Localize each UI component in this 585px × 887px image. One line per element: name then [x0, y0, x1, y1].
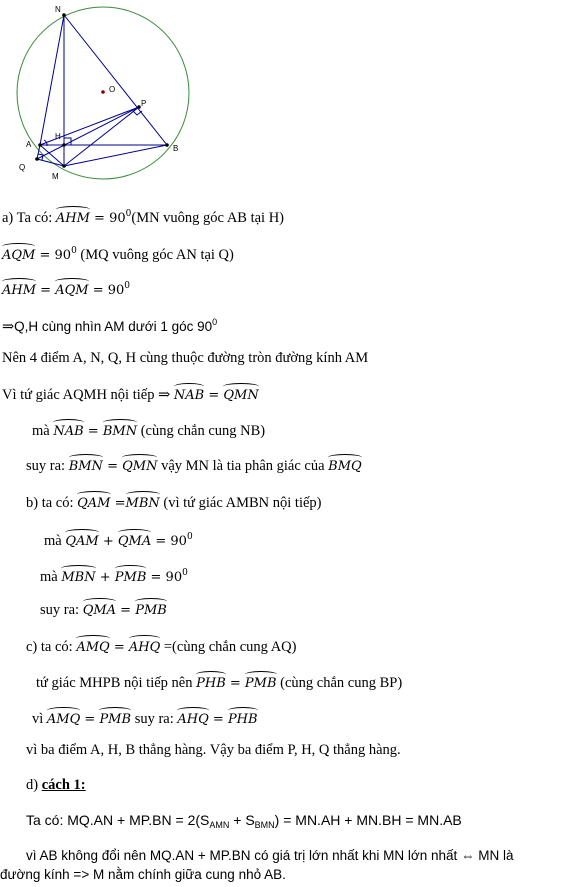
point-h — [62, 143, 66, 147]
part-a-line-2: AQM = $90^0$ (MQ vuông góc AN tại Q) — [2, 246, 234, 263]
segment-qa — [37, 145, 40, 159]
part-b-line-1: b) ta có: QAM =MBN (vì tứ giác AMBN nội tiếp) — [26, 492, 321, 513]
part-c-line-2: tứ giác MHPB nội tiếp nên PHB = PMB (cùng chắn cung BP) — [36, 672, 402, 693]
part-c-line-1: c) ta có: AMQ = AHQ =(cùng chắn cung AQ) — [26, 636, 296, 657]
point-m — [62, 164, 66, 168]
part-a-line-4: ⇒Q,H cùng nhìn AM dưới 1 góc $90^0$ — [2, 317, 218, 335]
segment-mp — [64, 107, 139, 166]
right-angle-p — [133, 111, 142, 115]
point-q — [35, 157, 39, 161]
part-a-line-3: AHM = AQM = $90^0$ — [2, 281, 131, 298]
part-b-line-2: mà QAM + QMA = $90^0$ — [44, 532, 193, 549]
part-a-line-1: a) Ta có: AHM = $90^0(MN$ vuông góc AB tại H) — [2, 209, 284, 226]
point-o — [101, 90, 105, 94]
point-n — [62, 13, 66, 17]
geometry-figure — [0, 0, 200, 185]
part-d-line-3: vì AB không đổi nên MQ.AN + MP.BN có giá trị lớn nhất khi MN lớn nhất ⇔ MN là — [26, 848, 514, 863]
part-d-line-4: đường kính => M nằm chính giữa cung nhỏ AB. — [0, 867, 286, 882]
part-d-line-2: Ta có: $MQ.AN + MP.BN = 2(S_{AMN} + S_{BMN}) = MN.AH + MN.BH = MN.AB$ — [26, 812, 462, 830]
part-a-line-8: suy ra: BMN = QMN vậy MN là tia phân giác của BMQ — [26, 455, 362, 476]
part-a-line-5: Nên 4 điểm A, N, Q, H cùng thuộc đường tròn đường kính AM — [2, 350, 369, 366]
segment-qp — [37, 107, 139, 159]
part-b-line-4: suy ra: QMA = PMB — [40, 599, 167, 620]
part-c-line-4: vì ba điểm A, H, B thẳng hàng. Vậy ba điểm P, H, Q thẳng hàng. — [26, 742, 401, 758]
label-n: N — [55, 5, 61, 14]
part-d-line-1: d) cách 1: — [26, 777, 86, 793]
segment-na — [40, 15, 64, 145]
label-b: B — [173, 144, 179, 153]
point-b — [165, 143, 169, 147]
label-p: P — [141, 99, 147, 108]
part-b-line-3: mà MBN + PMB = $90^0$ — [40, 568, 188, 585]
label-m: M — [52, 172, 59, 181]
label-a: A — [26, 140, 32, 149]
label-h: H — [55, 132, 61, 141]
part-a-line-7: mà NAB = BMN (cùng chắn cung NB) — [32, 420, 265, 441]
label-q: Q — [19, 163, 26, 172]
part-c-line-3: vì AMQ = PMB suy ra: AHQ = PHB — [32, 708, 258, 729]
point-a — [38, 143, 42, 147]
label-o: O — [109, 85, 116, 94]
segment-mb — [64, 145, 167, 166]
part-a-line-6: Vì tứ giác AQMH nội tiếp ⇒ NAB = QMN — [2, 384, 259, 405]
